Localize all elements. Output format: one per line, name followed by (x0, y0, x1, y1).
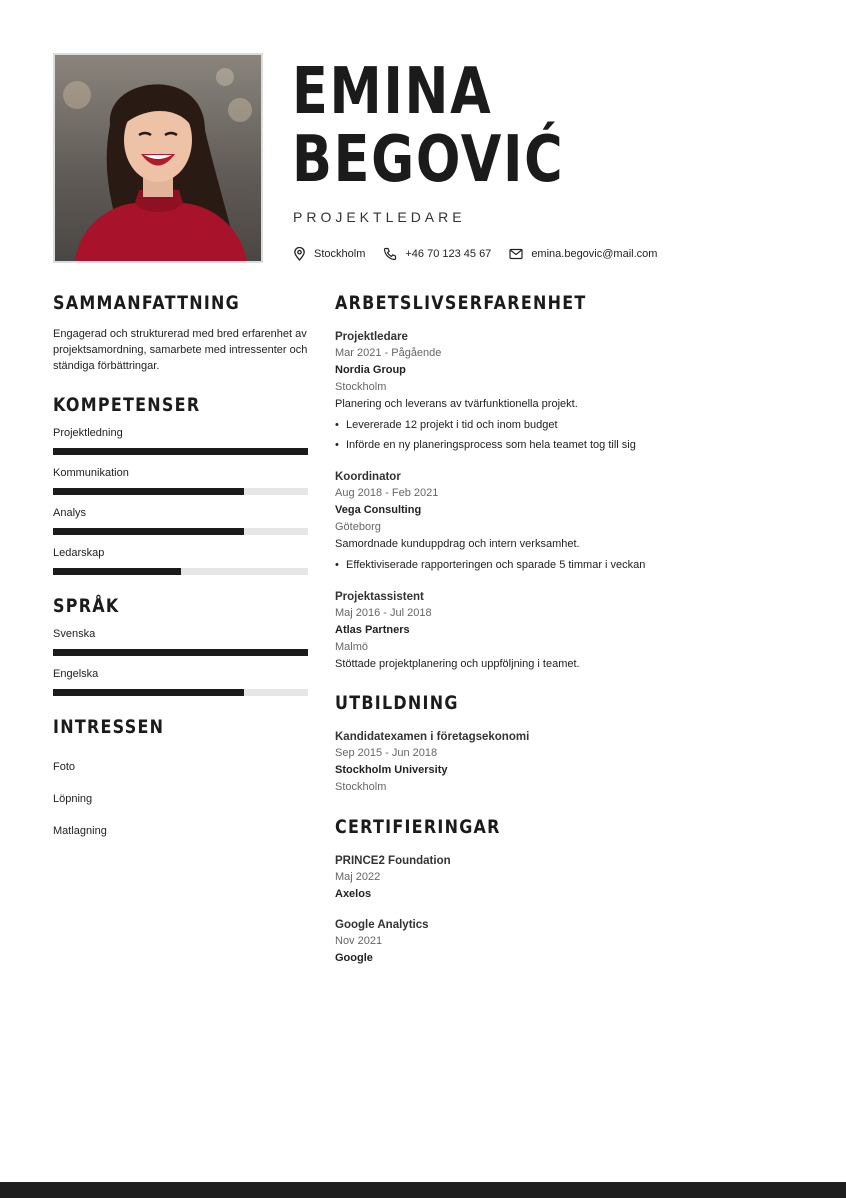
experience-entry (335, 469, 795, 575)
entry-location: Malmö (335, 641, 369, 653)
skills-section (53, 394, 308, 575)
skill-bar-fill (53, 528, 244, 535)
entry-dates: Mar 2021 - Pågående (335, 347, 442, 359)
entry-bullets (335, 415, 795, 455)
summary-heading: SAMMANFATTNING (53, 292, 241, 314)
contact-email-text[interactable]: emina.begovic@mail.com (531, 248, 658, 260)
certifications-list (335, 853, 795, 967)
entry-bullet: • Effektiviserade rapporteringen och sparade 5 timmar i veckan (346, 555, 795, 575)
entry-location: Stockholm (335, 781, 387, 793)
skill-item (53, 546, 308, 575)
skill-bar (53, 488, 308, 495)
right-column (335, 292, 795, 967)
entry-organization: Axelos (335, 888, 372, 900)
contact-email[interactable] (509, 248, 657, 260)
certifications-heading: CERTIFIERINGAR (335, 816, 501, 838)
entry-organization: Stockholm University (335, 764, 448, 776)
entry-bullet: • Införde en ny planeringsprocess som hela teamet tog till sig (346, 435, 795, 455)
summary-section (53, 292, 308, 374)
skill-item (53, 506, 308, 535)
interests-section (53, 716, 308, 838)
certifications-entry (335, 853, 795, 903)
left-column (53, 292, 308, 838)
certifications-entry (335, 917, 795, 967)
skill-bar (53, 528, 308, 535)
contact-phone (383, 247, 491, 261)
experience-entry (335, 589, 795, 672)
skill-item (53, 426, 308, 455)
entry-title: Kandidatexamen i företagsekonomi (335, 731, 530, 743)
skill-label: Svenska (53, 628, 96, 640)
entry-title: Projektassistent (335, 591, 424, 603)
experience-section (335, 292, 795, 672)
skill-bar-fill (53, 448, 308, 455)
skill-label: Analys (53, 507, 87, 519)
entry-bullet: • Levererade 12 projekt i tid och inom budget (346, 415, 795, 435)
experience-heading: ARBETSLIVSERFARENHET (335, 292, 587, 314)
entry-dates: Maj 2016 - Jul 2018 (335, 607, 432, 619)
contact-location (293, 247, 365, 261)
skill-bar-fill (53, 649, 308, 656)
skill-bar-fill (53, 689, 244, 696)
job-title: PROJEKTLEDARE (293, 209, 466, 225)
entry-organization: Vega Consulting (335, 504, 422, 516)
education-heading: UTBILDNING (335, 692, 459, 714)
interests-list (53, 760, 308, 838)
interest-item: Löpning (53, 793, 93, 805)
education-section (335, 692, 795, 796)
languages-heading: SPRÅK (53, 595, 120, 617)
skills-list (53, 426, 308, 575)
interest-item: Matlagning (53, 825, 107, 837)
contact-phone-text: +46 70 123 45 67 (405, 248, 492, 260)
skill-item (53, 667, 308, 696)
profile-photo (53, 53, 263, 263)
entry-location: Stockholm (335, 381, 387, 393)
entry-organization: Nordia Group (335, 364, 406, 376)
experience-entry (335, 329, 795, 455)
languages-list (53, 627, 308, 696)
entry-dates: Maj 2022 (335, 871, 381, 883)
skill-label: Ledarskap (53, 547, 105, 559)
entry-dates: Sep 2015 - Jun 2018 (335, 747, 438, 759)
skill-bar-fill (53, 488, 244, 495)
entry-description: Planering och leverans av tvärfunktionella projekt. (335, 398, 578, 410)
skill-item (53, 466, 308, 495)
entry-bullets (335, 555, 795, 575)
skills-heading: KOMPETENSER (53, 394, 201, 416)
summary-text: Engagerad och strukturerad med bred erfarenhet av projektsamordning, samarbete med intressenter och ständiga förbättringar. (53, 328, 308, 372)
entry-description: Samordnade kunduppdrag och intern verksamhet. (335, 538, 580, 550)
skill-label: Engelska (53, 668, 99, 680)
footer-bar (0, 1182, 846, 1198)
education-entry (335, 729, 795, 796)
entry-description: Stöttade projektplanering och uppföljning i teamet. (335, 658, 580, 670)
entry-dates: Nov 2021 (335, 935, 383, 947)
skill-bar (53, 649, 308, 656)
entry-title: Google Analytics (335, 919, 429, 931)
map-pin-icon (293, 247, 306, 261)
name-last: BEGOVIĆ (292, 123, 565, 197)
interests-heading: INTRESSEN (53, 716, 165, 738)
entry-title: Koordinator (335, 471, 401, 483)
name-first: EMINA (292, 55, 493, 129)
certifications-section (335, 816, 795, 967)
skill-bar (53, 689, 308, 696)
contact-location-text: Stockholm (314, 248, 366, 260)
experience-list (335, 329, 795, 672)
interest-item: Foto (53, 761, 76, 773)
entry-title: Projektledare (335, 331, 408, 343)
mail-icon (509, 248, 523, 260)
skill-item (53, 627, 308, 656)
entry-dates: Aug 2018 - Feb 2021 (335, 487, 439, 499)
languages-section (53, 595, 308, 696)
contact-row (293, 247, 675, 261)
candidate-name (292, 55, 565, 197)
entry-organization: Google (335, 952, 373, 964)
skill-bar (53, 568, 308, 575)
skill-bar-fill (53, 568, 181, 575)
entry-organization: Atlas Partners (335, 624, 410, 636)
entry-title: PRINCE2 Foundation (335, 855, 451, 867)
education-list (335, 729, 795, 796)
phone-icon (383, 247, 397, 261)
skill-label: Projektledning (53, 427, 123, 439)
entry-location: Göteborg (335, 521, 381, 533)
skill-label: Kommunikation (53, 467, 129, 479)
skill-bar (53, 448, 308, 455)
profile-photo-image (55, 55, 261, 261)
